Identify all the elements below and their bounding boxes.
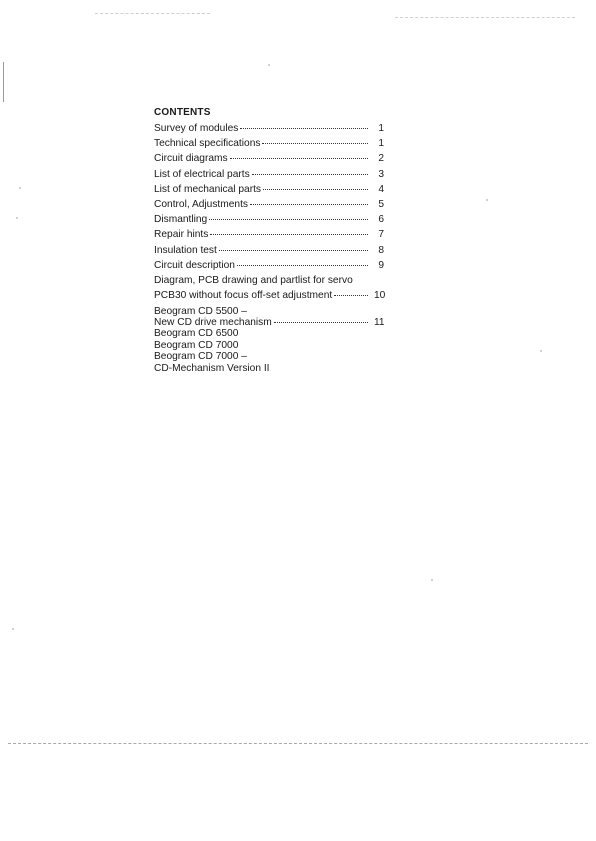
toc-entry[interactable] [154, 260, 384, 275]
toc-entry-label: PCB30 without focus off-set adjustment [154, 290, 333, 302]
toc-entry-label: List of electrical parts [154, 168, 250, 180]
toc-entry-label: Dismantling [154, 214, 208, 226]
toc-entry-page: 9 [378, 259, 384, 271]
dot-leader [237, 265, 368, 266]
toc-entry-page: 7 [378, 229, 384, 241]
toc-entry-page: 6 [378, 214, 384, 226]
toc-entry[interactable] [154, 245, 384, 260]
toc-entry-label: Control, Adjustments [154, 198, 248, 210]
toc-entry-page: 11 [374, 316, 385, 328]
toc-entry-label: Beogram CD 5500 – [154, 305, 247, 317]
toc-entry-label: Repair hints [154, 229, 209, 241]
toc-entry[interactable] [154, 169, 384, 184]
toc-entry-page: 5 [378, 198, 384, 210]
toc-entry[interactable] [154, 184, 384, 199]
toc-entry-page: 2 [378, 153, 384, 165]
dot-leader [262, 143, 368, 144]
dot-leader [210, 234, 368, 235]
scan-speck [12, 628, 14, 630]
toc-entry-label: Technical specifications [154, 138, 261, 150]
toc-entry-page: 1 [378, 138, 384, 150]
scan-speck [16, 217, 18, 219]
toc-servo-entry-continued[interactable] [154, 290, 384, 305]
toc-mechanism-model [154, 328, 384, 339]
toc-entry-label: Insulation test [154, 244, 217, 256]
toc-entry-label: Survey of modules [154, 123, 239, 134]
scan-speck [268, 64, 270, 66]
dot-leader [209, 219, 368, 220]
scan-speck [486, 199, 488, 201]
toc-entry-label: Diagram, PCB drawing and partlist for servo [154, 274, 353, 286]
toc-servo-entry[interactable] [154, 275, 384, 291]
scan-edge-mark [3, 62, 4, 102]
toc-entry[interactable] [154, 138, 384, 153]
scan-speck [19, 187, 21, 189]
toc-entry-label: Beogram CD 7000 – [154, 351, 247, 363]
toc-entry-label: New CD drive mechanism [154, 316, 272, 328]
dot-leader [274, 322, 368, 323]
toc-entry[interactable] [154, 123, 384, 138]
toc-mechanism-entry-continued[interactable] [154, 317, 384, 328]
contents-heading: CONTENTS [154, 107, 211, 118]
toc-mechanism-model [154, 340, 384, 351]
scan-artifact-bottom [8, 743, 588, 744]
toc-entry-page: 1 [378, 123, 384, 134]
toc-entry[interactable] [154, 199, 384, 214]
scan-artifact-top-left [95, 13, 210, 14]
table-of-contents [154, 107, 384, 374]
dot-leader [219, 250, 368, 251]
toc-entry-label: Beogram CD 7000 [154, 339, 239, 351]
dot-leader [240, 128, 368, 129]
dot-leader [230, 158, 368, 159]
toc-entry-page: 4 [378, 183, 384, 195]
toc-mechanism-model [154, 351, 384, 362]
dot-leader [334, 295, 368, 296]
toc-entry-page: 3 [378, 168, 384, 180]
scan-speck [431, 579, 433, 581]
toc-entry[interactable] [154, 153, 384, 168]
dot-leader [263, 189, 368, 190]
toc-mechanism-model [154, 363, 384, 374]
toc-entry[interactable] [154, 214, 384, 229]
toc-entry-page: 8 [378, 244, 384, 256]
dot-leader [250, 204, 368, 205]
dot-leader [252, 174, 368, 175]
toc-entry-label: Beogram CD 6500 [154, 328, 239, 340]
toc-entry-page: 10 [374, 290, 386, 302]
scan-artifact-top-right [395, 17, 575, 18]
toc-entry-label: Circuit diagrams [154, 153, 228, 165]
toc-entry-label: Circuit description [154, 259, 235, 271]
toc-entry-label: CD-Mechanism Version II [154, 362, 270, 374]
toc-entry-label: List of mechanical parts [154, 183, 262, 195]
toc-mechanism-entry[interactable] [154, 306, 384, 317]
toc-entry[interactable] [154, 229, 384, 244]
scan-speck [540, 350, 542, 352]
